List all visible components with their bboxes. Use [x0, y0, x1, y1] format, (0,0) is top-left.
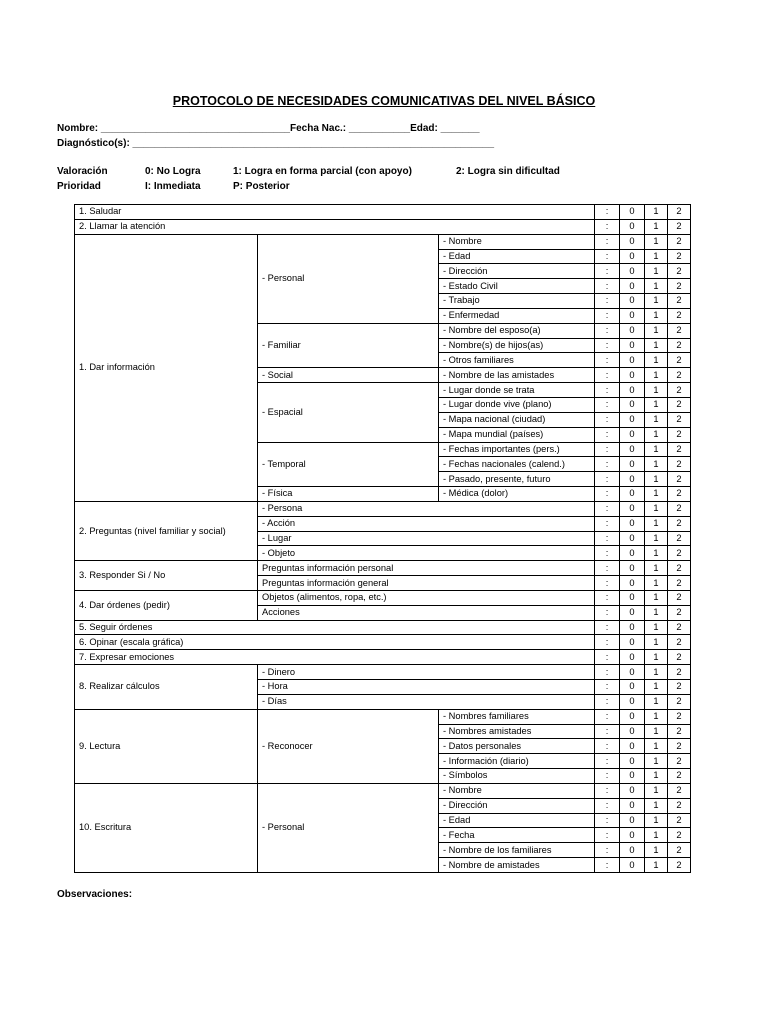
item-cell: - Edad: [439, 249, 595, 264]
score-2-cell: 2: [668, 605, 691, 620]
item-cell: - Física: [258, 487, 439, 502]
nombre-line: Nombre: __________________________________Fecha Nac.: ___________Edad: _______: [57, 123, 480, 134]
item-cell: - Trabajo: [439, 294, 595, 309]
item-cell: - Nombre de amistades: [439, 858, 595, 873]
colon-cell: :: [595, 813, 620, 828]
item-cell: - Acción: [258, 516, 595, 531]
colon-cell: :: [595, 694, 620, 709]
score-2-cell: 2: [668, 308, 691, 323]
colon-cell: :: [595, 620, 620, 635]
item-cell: - Nombre: [439, 234, 595, 249]
colon-cell: :: [595, 665, 620, 680]
item-cell: - Nombre del esposo(a): [439, 323, 595, 338]
item-cell: - Nombres familiares: [439, 709, 595, 724]
colon-cell: :: [595, 516, 620, 531]
colon-cell: :: [595, 635, 620, 650]
colon-cell: :: [595, 739, 620, 754]
item-cell: - Médica (dolor): [439, 487, 595, 502]
score-2-cell: 2: [668, 531, 691, 546]
item-cell: - Personal: [258, 234, 439, 323]
item-cell: Preguntas información personal: [258, 561, 595, 576]
score-2-cell: 2: [668, 264, 691, 279]
table-row: [75, 635, 691, 650]
score-2-cell: 2: [668, 546, 691, 561]
score-0-cell: 0: [620, 590, 645, 605]
score-2-cell: 2: [668, 516, 691, 531]
score-0-cell: 0: [620, 249, 645, 264]
score-2-cell: 2: [668, 828, 691, 843]
score-1-cell: 1: [645, 205, 668, 220]
table-row: [75, 590, 691, 605]
item-cell: 10. Escritura: [75, 783, 258, 872]
colon-cell: :: [595, 709, 620, 724]
score-0-cell: 0: [620, 219, 645, 234]
score-0-cell: 0: [620, 605, 645, 620]
score-2-cell: 2: [668, 590, 691, 605]
score-1-cell: 1: [645, 427, 668, 442]
score-1-cell: 1: [645, 294, 668, 309]
item-cell: - Nombres amistades: [439, 724, 595, 739]
colon-cell: :: [595, 427, 620, 442]
score-1-cell: 1: [645, 635, 668, 650]
colon-cell: :: [595, 457, 620, 472]
item-cell: - Nombre de los familiares: [439, 843, 595, 858]
score-2-cell: 2: [668, 249, 691, 264]
item-cell: - Familiar: [258, 323, 439, 368]
item-cell: - Otros familiares: [439, 353, 595, 368]
item-cell: - Hora: [258, 680, 595, 695]
colon-cell: :: [595, 264, 620, 279]
score-2-cell: 2: [668, 754, 691, 769]
item-cell: - Lugar donde vive (plano): [439, 397, 595, 412]
score-0-cell: 0: [620, 783, 645, 798]
item-cell: - Personal: [258, 783, 439, 872]
colon-cell: :: [595, 783, 620, 798]
score-0-cell: 0: [620, 427, 645, 442]
score-1-cell: 1: [645, 590, 668, 605]
colon-cell: :: [595, 680, 620, 695]
valoracion-1: 1: Logra en forma parcial (con apoyo): [233, 166, 412, 177]
score-0-cell: 0: [620, 650, 645, 665]
item-cell: - Objeto: [258, 546, 595, 561]
score-1-cell: 1: [645, 457, 668, 472]
item-cell: - Nombre(s) de hijos(as): [439, 338, 595, 353]
item-cell: - Lugar: [258, 531, 595, 546]
item-cell: - Fechas importantes (pers.): [439, 442, 595, 457]
score-1-cell: 1: [645, 798, 668, 813]
score-2-cell: 2: [668, 353, 691, 368]
colon-cell: :: [595, 561, 620, 576]
score-1-cell: 1: [645, 739, 668, 754]
score-0-cell: 0: [620, 709, 645, 724]
score-2-cell: 2: [668, 338, 691, 353]
prioridad-inmediata: I: Inmediata: [145, 181, 201, 192]
score-1-cell: 1: [645, 709, 668, 724]
score-1-cell: 1: [645, 264, 668, 279]
item-cell: - Días: [258, 694, 595, 709]
item-cell: 8. Realizar cálculos: [75, 665, 258, 710]
colon-cell: :: [595, 368, 620, 383]
table-row: [75, 650, 691, 665]
score-0-cell: 0: [620, 205, 645, 220]
score-1-cell: 1: [645, 680, 668, 695]
score-0-cell: 0: [620, 754, 645, 769]
score-2-cell: 2: [668, 620, 691, 635]
score-2-cell: 2: [668, 368, 691, 383]
score-0-cell: 0: [620, 561, 645, 576]
item-cell: 9. Lectura: [75, 709, 258, 783]
table-row: [75, 219, 691, 234]
item-cell: - Persona: [258, 501, 595, 516]
score-2-cell: 2: [668, 576, 691, 591]
valoracion-2: 2: Logra sin dificultad: [456, 166, 560, 177]
score-1-cell: 1: [645, 783, 668, 798]
score-0-cell: 0: [620, 368, 645, 383]
item-cell: - Datos personales: [439, 739, 595, 754]
item-cell: - Mapa mundial (países): [439, 427, 595, 442]
colon-cell: :: [595, 323, 620, 338]
score-1-cell: 1: [645, 694, 668, 709]
item-cell: - Información (diario): [439, 754, 595, 769]
score-2-cell: 2: [668, 205, 691, 220]
score-0-cell: 0: [620, 412, 645, 427]
item-cell: Preguntas información general: [258, 576, 595, 591]
item-cell: - Pasado, presente, futuro: [439, 472, 595, 487]
score-0-cell: 0: [620, 769, 645, 784]
score-1-cell: 1: [645, 665, 668, 680]
item-cell: 4. Dar órdenes (pedir): [75, 590, 258, 620]
score-2-cell: 2: [668, 427, 691, 442]
score-2-cell: 2: [668, 383, 691, 398]
colon-cell: :: [595, 798, 620, 813]
score-2-cell: 2: [668, 635, 691, 650]
item-cell: 1. Dar información: [75, 234, 258, 501]
score-0-cell: 0: [620, 843, 645, 858]
colon-cell: :: [595, 843, 620, 858]
item-cell: - Fechas nacionales (calend.): [439, 457, 595, 472]
colon-cell: :: [595, 338, 620, 353]
colon-cell: :: [595, 590, 620, 605]
score-1-cell: 1: [645, 561, 668, 576]
table-row: [75, 501, 691, 516]
score-0-cell: 0: [620, 739, 645, 754]
score-0-cell: 0: [620, 694, 645, 709]
protocol-table: [74, 204, 691, 873]
score-2-cell: 2: [668, 709, 691, 724]
score-2-cell: 2: [668, 858, 691, 873]
colon-cell: :: [595, 487, 620, 502]
score-0-cell: 0: [620, 828, 645, 843]
score-2-cell: 2: [668, 694, 691, 709]
score-1-cell: 1: [645, 472, 668, 487]
score-2-cell: 2: [668, 665, 691, 680]
item-cell: - Espacial: [258, 383, 439, 442]
item-cell: 2. Preguntas (nivel familiar y social): [75, 501, 258, 560]
item-cell: Objetos (alimentos, ropa, etc.): [258, 590, 595, 605]
score-0-cell: 0: [620, 264, 645, 279]
item-cell: - Dirección: [439, 798, 595, 813]
score-0-cell: 0: [620, 308, 645, 323]
page-title: PROTOCOLO DE NECESIDADES COMUNICATIVAS DEL NIVEL BÁSICO: [172, 94, 596, 108]
colon-cell: :: [595, 294, 620, 309]
colon-cell: :: [595, 442, 620, 457]
score-0-cell: 0: [620, 635, 645, 650]
score-0-cell: 0: [620, 813, 645, 828]
item-cell: - Mapa nacional (ciudad): [439, 412, 595, 427]
colon-cell: :: [595, 858, 620, 873]
colon-cell: :: [595, 531, 620, 546]
score-0-cell: 0: [620, 442, 645, 457]
score-2-cell: 2: [668, 472, 691, 487]
colon-cell: :: [595, 501, 620, 516]
colon-cell: :: [595, 546, 620, 561]
table-row: [75, 205, 691, 220]
valoracion-label: Valoración: [57, 166, 108, 177]
colon-cell: :: [595, 650, 620, 665]
score-2-cell: 2: [668, 279, 691, 294]
score-2-cell: 2: [668, 323, 691, 338]
score-0-cell: 0: [620, 546, 645, 561]
score-1-cell: 1: [645, 516, 668, 531]
item-cell: - Símbolos: [439, 769, 595, 784]
score-0-cell: 0: [620, 279, 645, 294]
score-0-cell: 0: [620, 457, 645, 472]
score-2-cell: 2: [668, 798, 691, 813]
diagnostico-line: Diagnóstico(s): _________________________________________________________________: [57, 138, 495, 149]
score-1-cell: 1: [645, 724, 668, 739]
score-0-cell: 0: [620, 501, 645, 516]
score-2-cell: 2: [668, 769, 691, 784]
valoracion-0: 0: No Logra: [145, 166, 201, 177]
item-cell: 7. Expresar emociones: [75, 650, 595, 665]
item-cell: - Lugar donde se trata: [439, 383, 595, 398]
score-2-cell: 2: [668, 457, 691, 472]
score-0-cell: 0: [620, 323, 645, 338]
item-cell: - Nombre de las amistades: [439, 368, 595, 383]
colon-cell: :: [595, 219, 620, 234]
score-0-cell: 0: [620, 234, 645, 249]
colon-cell: :: [595, 605, 620, 620]
score-0-cell: 0: [620, 338, 645, 353]
colon-cell: :: [595, 249, 620, 264]
colon-cell: :: [595, 234, 620, 249]
score-1-cell: 1: [645, 234, 668, 249]
score-0-cell: 0: [620, 665, 645, 680]
score-1-cell: 1: [645, 383, 668, 398]
item-cell: 6. Opinar (escala gráfica): [75, 635, 595, 650]
item-cell: Acciones: [258, 605, 595, 620]
score-1-cell: 1: [645, 279, 668, 294]
item-cell: - Dirección: [439, 264, 595, 279]
score-2-cell: 2: [668, 680, 691, 695]
item-cell: 1. Saludar: [75, 205, 595, 220]
score-1-cell: 1: [645, 353, 668, 368]
score-1-cell: 1: [645, 843, 668, 858]
score-1-cell: 1: [645, 605, 668, 620]
item-cell: - Estado Civil: [439, 279, 595, 294]
item-cell: - Edad: [439, 813, 595, 828]
score-0-cell: 0: [620, 531, 645, 546]
score-1-cell: 1: [645, 813, 668, 828]
colon-cell: :: [595, 353, 620, 368]
score-1-cell: 1: [645, 620, 668, 635]
score-2-cell: 2: [668, 724, 691, 739]
score-1-cell: 1: [645, 308, 668, 323]
score-2-cell: 2: [668, 397, 691, 412]
score-2-cell: 2: [668, 501, 691, 516]
score-0-cell: 0: [620, 620, 645, 635]
colon-cell: :: [595, 383, 620, 398]
colon-cell: :: [595, 412, 620, 427]
colon-cell: :: [595, 205, 620, 220]
score-1-cell: 1: [645, 249, 668, 264]
score-1-cell: 1: [645, 487, 668, 502]
colon-cell: :: [595, 754, 620, 769]
score-0-cell: 0: [620, 680, 645, 695]
score-2-cell: 2: [668, 234, 691, 249]
score-1-cell: 1: [645, 219, 668, 234]
score-2-cell: 2: [668, 739, 691, 754]
score-0-cell: 0: [620, 353, 645, 368]
score-0-cell: 0: [620, 576, 645, 591]
table-row: [75, 783, 691, 798]
score-1-cell: 1: [645, 501, 668, 516]
item-cell: 5. Seguir órdenes: [75, 620, 595, 635]
score-2-cell: 2: [668, 783, 691, 798]
score-2-cell: 2: [668, 412, 691, 427]
colon-cell: :: [595, 308, 620, 323]
score-0-cell: 0: [620, 294, 645, 309]
score-2-cell: 2: [668, 843, 691, 858]
table-row: [75, 620, 691, 635]
score-1-cell: 1: [645, 368, 668, 383]
score-2-cell: 2: [668, 487, 691, 502]
score-0-cell: 0: [620, 383, 645, 398]
colon-cell: :: [595, 576, 620, 591]
score-2-cell: 2: [668, 561, 691, 576]
item-cell: - Enfermedad: [439, 308, 595, 323]
score-1-cell: 1: [645, 769, 668, 784]
colon-cell: :: [595, 724, 620, 739]
item-cell: 3. Responder Si / No: [75, 561, 258, 591]
prioridad-posterior: P: Posterior: [233, 181, 290, 192]
colon-cell: :: [595, 769, 620, 784]
score-2-cell: 2: [668, 650, 691, 665]
colon-cell: :: [595, 279, 620, 294]
score-0-cell: 0: [620, 516, 645, 531]
score-1-cell: 1: [645, 828, 668, 843]
item-cell: - Nombre: [439, 783, 595, 798]
score-1-cell: 1: [645, 323, 668, 338]
item-cell: 2. Llamar la atención: [75, 219, 595, 234]
prioridad-label: Prioridad: [57, 181, 101, 192]
score-2-cell: 2: [668, 294, 691, 309]
score-2-cell: 2: [668, 442, 691, 457]
item-cell: - Social: [258, 368, 439, 383]
observaciones-label: Observaciones:: [57, 889, 133, 900]
item-cell: - Fecha: [439, 828, 595, 843]
table-row: [75, 709, 691, 724]
score-1-cell: 1: [645, 576, 668, 591]
score-0-cell: 0: [620, 724, 645, 739]
score-0-cell: 0: [620, 798, 645, 813]
score-2-cell: 2: [668, 813, 691, 828]
score-1-cell: 1: [645, 442, 668, 457]
score-0-cell: 0: [620, 858, 645, 873]
score-1-cell: 1: [645, 650, 668, 665]
table-row: [75, 234, 691, 249]
colon-cell: :: [595, 397, 620, 412]
score-1-cell: 1: [645, 858, 668, 873]
score-0-cell: 0: [620, 472, 645, 487]
score-1-cell: 1: [645, 338, 668, 353]
item-cell: - Dinero: [258, 665, 595, 680]
score-1-cell: 1: [645, 412, 668, 427]
table-row: [75, 561, 691, 576]
score-2-cell: 2: [668, 219, 691, 234]
score-1-cell: 1: [645, 531, 668, 546]
colon-cell: :: [595, 472, 620, 487]
item-cell: - Temporal: [258, 442, 439, 487]
colon-cell: :: [595, 828, 620, 843]
score-1-cell: 1: [645, 397, 668, 412]
score-1-cell: 1: [645, 754, 668, 769]
score-1-cell: 1: [645, 546, 668, 561]
score-0-cell: 0: [620, 397, 645, 412]
score-0-cell: 0: [620, 487, 645, 502]
table-row: [75, 665, 691, 680]
item-cell: - Reconocer: [258, 709, 439, 783]
